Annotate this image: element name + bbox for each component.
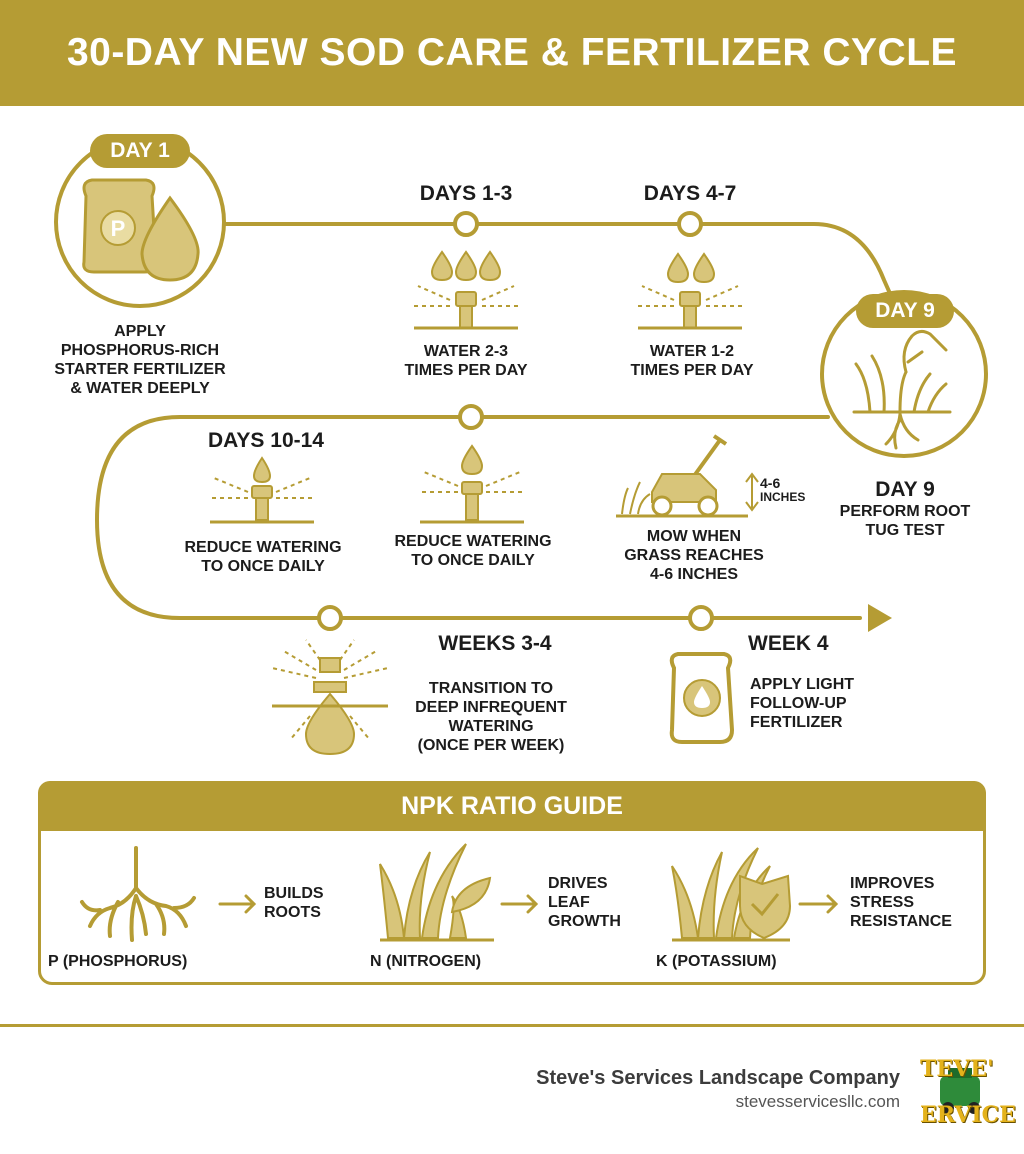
page-title: 30-DAY NEW SOD CARE & FERTILIZER CYCLE (66, 31, 958, 74)
lawn-mower-icon (616, 436, 758, 516)
npk-desc-phosphorus: BUILDS ROOTS (264, 885, 324, 921)
step-desc-reduce-watering-2: REDUCE WATERING TO ONCE DAILY (394, 533, 552, 569)
sprinkler-three-drops-icon (414, 252, 518, 328)
logo-text-top: TEVE' (920, 1056, 994, 1082)
node-days-1-3 (455, 213, 477, 235)
sprinkler-two-drops-icon (638, 254, 742, 328)
npk-name-nitrogen: N (NITROGEN) (370, 953, 482, 970)
step-desc-days-1-3: WATER 2-3 TIMES PER DAY (404, 343, 528, 379)
node-week-4 (690, 607, 712, 629)
node-days-4-7 (679, 213, 701, 235)
step-desc-week-4: APPLY LIGHT FOLLOW-UP FERTILIZER (750, 676, 855, 731)
step-desc-weeks-3-4: TRANSITION TO DEEP INFREQUENT WATERING (ONCE PER WEEK) (415, 680, 567, 754)
npk-desc-nitrogen: DRIVES LEAF GROWTH (548, 875, 621, 930)
step-label-week-4: WEEK 4 (748, 632, 829, 655)
step-desc-day-1: APPLY PHOSPHORUS-RICH STARTER FERTILIZER & WATER DEEPLY (54, 323, 226, 397)
timeline-arrow-head (868, 604, 892, 632)
fertilizer-bag-drop-icon (672, 654, 732, 742)
logo-text-bottom: ERVICE (920, 1102, 1016, 1128)
step-label-days-1-3: DAYS 1-3 (419, 182, 513, 205)
day9-pill: DAY 9 (856, 294, 954, 328)
day1-pill: DAY 1 (90, 134, 190, 168)
timeline-path-top (222, 224, 892, 298)
node-weeks-3-4 (319, 607, 341, 629)
deep-water-drop-sprinkler-icon (272, 640, 388, 754)
company-website: stevesservicesllc.com (735, 1092, 900, 1111)
npk-desc-potassium: IMPROVES STRESS RESISTANCE (850, 875, 952, 930)
step-label-days-4-7: DAYS 4-7 (643, 182, 737, 205)
npk-guide-title: NPK RATIO GUIDE (38, 781, 986, 831)
step-label-days-10-14: DAYS 10-14 (208, 429, 324, 452)
company-name: Steve's Services Landscape Company (536, 1067, 900, 1089)
step-label-weeks-3-4: WEEKS 3-4 (438, 632, 552, 655)
company-logo (918, 1054, 1016, 1130)
mow-height-measure: 4-6 INCHES (760, 475, 806, 504)
step-desc-days-4-7: WATER 1-2 TIMES PER DAY (630, 343, 754, 379)
step-heading-day-9: DAY 9 (875, 478, 935, 501)
sprinkler-one-drop-icon-2 (420, 446, 524, 522)
sprinkler-one-drop-icon (210, 458, 314, 522)
step-desc-mow: MOW WHEN GRASS REACHES 4-6 INCHES (624, 528, 764, 583)
npk-name-potassium: K (POTASSIUM) (656, 953, 777, 970)
node-days-10-14 (460, 406, 482, 428)
fertilizer-letter: P (110, 216, 126, 241)
step-desc-days-10-14: REDUCE WATERING TO ONCE DAILY (184, 539, 342, 575)
step-desc-day-9: PERFORM ROOT TUG TEST (839, 503, 971, 539)
npk-name-phosphorus: P (PHOSPHORUS) (48, 953, 188, 970)
footer-divider (0, 1024, 1024, 1027)
